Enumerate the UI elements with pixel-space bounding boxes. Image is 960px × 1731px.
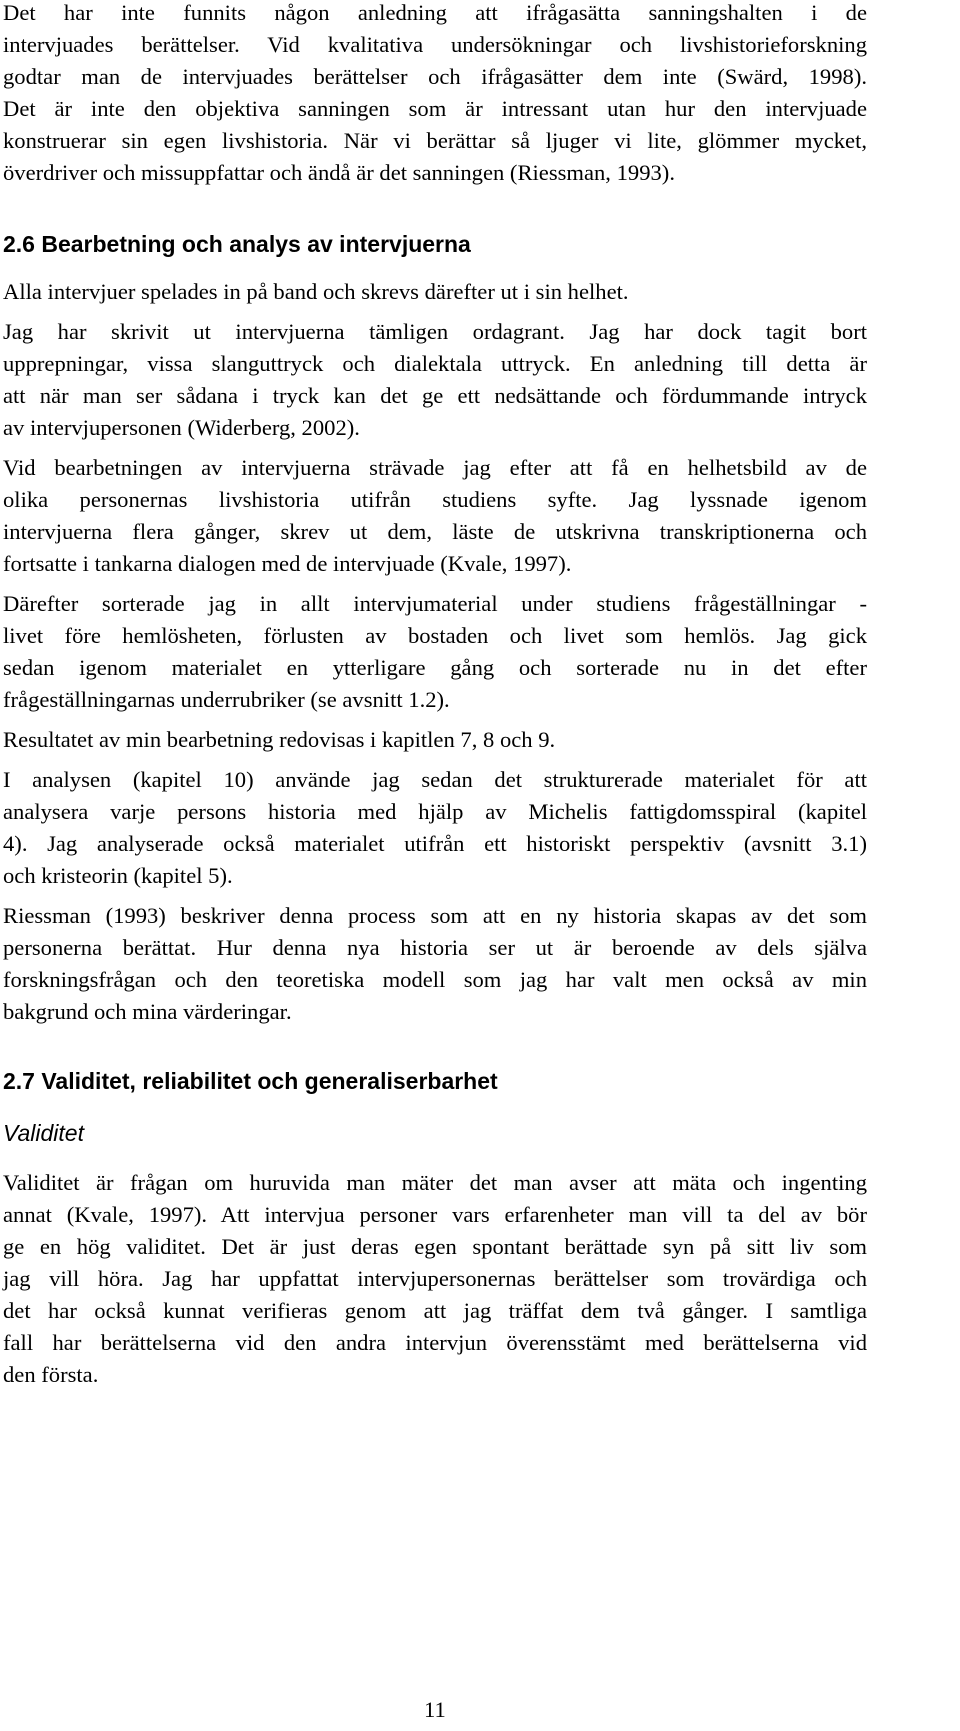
text-line: bakgrund och mina värderingar. [3, 999, 292, 1024]
text-line: konstruerar sin egen livshistoria. När vi berättar så ljuger vi lite, glömmer mycket, [3, 128, 867, 153]
text-line: jag vill höra. Jag har uppfattat intervjupersonernas berättelser som trovärdiga och [3, 1266, 867, 1291]
text-line: överdriver och missuppfattar och ändå är det sanningen (Riessman, 1993). [3, 160, 675, 185]
text-line: Alla intervjuer spelades in på band och skrevs därefter ut i sin helhet. [3, 279, 629, 304]
text-line: intervjuades berättelser. Vid kvalitativa undersökningar och livshistorieforskning [3, 32, 867, 57]
text-line: Resultatet av min bearbetning redovisas i kapitlen 7, 8 och 9. [3, 727, 556, 752]
text-line: personerna berättat. Hur denna nya historia ser ut är beroende av dels själva [3, 935, 867, 960]
text-line: det har också kunnat verifieras genom att jag träffat dem två gånger. I samtliga [3, 1298, 867, 1323]
text-line: I analysen (kapitel 10) använde jag sedan det strukturerade materialet för att [3, 767, 867, 792]
text-line: Validitet är frågan om huruvida man mäter det man avser att mäta och ingenting [3, 1170, 867, 1195]
text-line: sedan igenom materialet en ytterligare gång och sorterade nu in det efter [3, 655, 867, 680]
text-line: intervjuerna flera gånger, skrev ut dem, läste de utskrivna transkriptionerna och [3, 519, 867, 544]
subsection-heading: Validitet [3, 1120, 84, 1146]
text-line: olika personernas livshistoria utifrån studiens syfte. Jag lyssnade igenom [3, 487, 867, 512]
text-line: livet före hemlösheten, förlusten av bostaden och livet som hemlös. Jag gick [3, 623, 867, 648]
text-line: analysera varje persons historia med hjälp av Michelis fattigdomsspiral (kapitel [3, 799, 867, 824]
text-line: av intervjupersonen (Widerberg, 2002). [3, 415, 360, 440]
text-line: och kristeorin (kapitel 5). [3, 863, 233, 888]
text-line: fortsatte i tankarna dialogen med de intervjuade (Kvale, 1997). [3, 551, 572, 576]
text-line: Det är inte den objektiva sanningen som är intressant utan hur den intervjuade [3, 96, 867, 121]
text-line: fall har berättelserna vid den andra intervjun överensstämt med berättelserna vid [3, 1330, 867, 1355]
text-line: Riessman (1993) beskriver denna process som att en ny historia skapas av det som [3, 903, 867, 928]
text-line: 4). Jag analyserade också materialet utifrån ett historiskt perspektiv (avsnitt 3.1) [3, 831, 867, 856]
section-heading: 2.7 Validitet, reliabilitet och generaliserbarhet [3, 1068, 498, 1094]
text-line: den första. [3, 1362, 99, 1387]
text-line: upprepningar, vissa slanguttryck och dialektala uttryck. En anledning till detta är [3, 351, 867, 376]
text-line: frågeställningarnas underrubriker (se avsnitt 1.2). [3, 687, 450, 712]
text-line: godtar man de intervjuades berättelser och ifrågasätter dem inte (Swärd, 1998). [3, 64, 867, 89]
text-line: annat (Kvale, 1997). Att intervjua personer vars erfarenheter man vill ta del av bör [3, 1202, 867, 1227]
text-line: Jag har skrivit ut intervjuerna tämligen ordagrant. Jag har dock tagit bort [3, 319, 867, 344]
text-line: Det har inte funnits någon anledning att ifrågasätta sanningshalten i de [3, 0, 867, 25]
text-line: Vid bearbetningen av intervjuerna strävade jag efter att få en helhetsbild av de [3, 455, 867, 480]
text-line: att när man ser sådana i tryck kan det ge ett nedsättande och fördummande intryck [3, 383, 867, 408]
section-heading: 2.6 Bearbetning och analys av intervjuerna [3, 231, 471, 257]
page-number: 11 [424, 1697, 446, 1722]
text-line: ge en hög validitet. Det är just deras egen spontant berättade syn på sitt liv som [3, 1234, 867, 1259]
text-line: forskningsfrågan och den teoretiska modell som jag har valt men också av min [3, 967, 867, 992]
text-line: Därefter sorterade jag in allt intervjumaterial under studiens frågeställningar - [3, 591, 867, 616]
